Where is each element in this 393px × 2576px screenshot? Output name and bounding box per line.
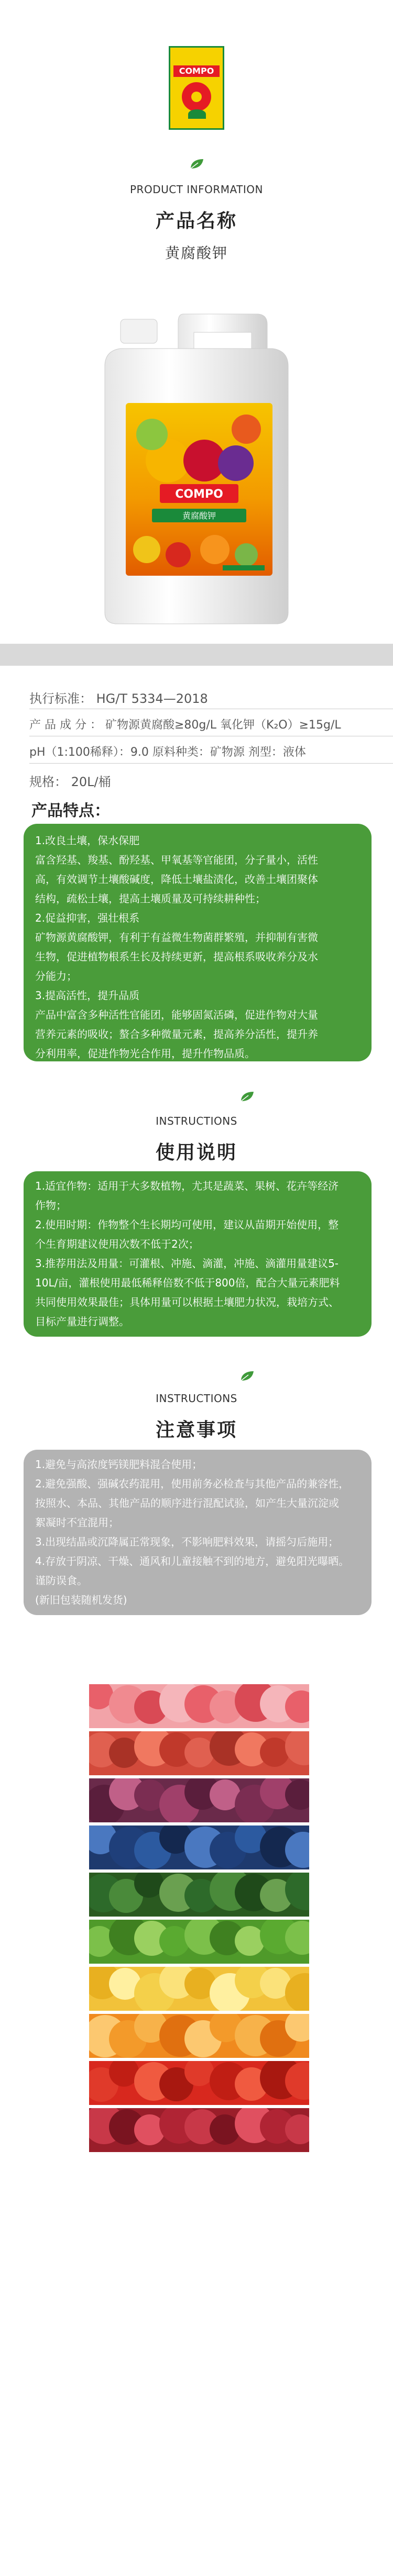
features-box xyxy=(24,824,372,1061)
composition-row: 产 品 成 分 ： 矿物源黄腐酸≥80g/L 氧化钾（K₂O）≥15g/L xyxy=(29,719,341,732)
caution-line: 4.存放于阴凉、干燥、通风和儿童接触不到的地方，避免阳光曝晒。 xyxy=(35,1555,350,1567)
feature-line: 生物，促进植物根系生长及持续更新，提高根系吸收养分及水 xyxy=(35,950,318,963)
instruction-line: 个生育期建议使用次数不低于2次； xyxy=(35,1238,199,1250)
caution-line: 按照水、本品、其他产品的顺序进行混配试验，如产生大量沉淀或 xyxy=(35,1497,339,1509)
info-band xyxy=(0,644,393,666)
product-info-title-en: PRODUCT INFORMATION xyxy=(130,183,263,196)
fruit-strip xyxy=(89,1967,309,2011)
feature-line: 分能力； xyxy=(35,970,77,982)
spec-row: 规格： 20L/桶 xyxy=(29,775,111,789)
fruit-strip xyxy=(89,1778,309,1822)
fruit-shape xyxy=(285,1779,309,1810)
logo-flower-icon xyxy=(182,82,211,111)
feature-line: 3.提高活性，提升品质 xyxy=(35,989,140,1002)
feature-line: 营养元素的吸收；螯合多种微量元素，提高养分活性，提升养 xyxy=(35,1028,318,1040)
fruit-strip xyxy=(89,2014,309,2058)
feature-line: 矿物源黄腐酸钾，有利于有益微生物菌群繁殖，并抑制有害微 xyxy=(35,931,318,944)
instructions-title-cn: 使用说明 xyxy=(155,1142,237,1163)
logo-brand-text: COMPO xyxy=(173,65,220,77)
standard-row: 执行标准： HG/T 5334—2018 xyxy=(29,691,208,706)
instruction-line: 10L/亩，灌根使用最低稀释倍数不低于800倍，配合大量元素肥料 xyxy=(35,1276,340,1289)
cautions-box xyxy=(24,1450,372,1615)
fruit-shape xyxy=(260,1738,289,1767)
leaf-icon xyxy=(239,1091,255,1102)
feature-line: 结构，疏松土壤，提高土壤质量及可持续耕种性； xyxy=(35,892,266,905)
feature-line: 1.改良土壤，保水保肥 xyxy=(35,834,140,847)
fruit-strip xyxy=(89,1684,309,1728)
instruction-line: 目标产量进行调整。 xyxy=(35,1315,129,1328)
logo-leaf-icon xyxy=(188,109,206,119)
instruction-line: 作物； xyxy=(35,1199,67,1212)
features-heading: 产品特点： xyxy=(31,802,110,820)
instructions-title-en: INSTRUCTIONS xyxy=(156,1115,237,1127)
caution-line: 1.避免与高浓度钙镁肥料混合使用； xyxy=(35,1458,203,1471)
instruction-line: 3.推荐用法及用量：可灌根、冲施、滴灌，冲施、滴灌用量建议5- xyxy=(35,1257,339,1270)
fruit-shape xyxy=(285,1731,309,1765)
fruit-strip xyxy=(89,1920,309,1964)
jug-label-brand: COMPO xyxy=(175,488,223,501)
product-jug-image xyxy=(94,304,299,628)
cautions-title-en: INSTRUCTIONS xyxy=(156,1392,237,1405)
leaf-icon xyxy=(189,158,204,170)
fruit-shape xyxy=(285,2114,309,2144)
caution-line: 3.出现结晶或沉降属正常现象，不影响肥料效果，请摇匀后施用； xyxy=(35,1536,339,1548)
cautions-title-cn: 注意事项 xyxy=(155,1419,237,1441)
caution-line: (新旧包装随机发货) xyxy=(35,1594,127,1606)
feature-line: 2.促益抑害，强壮根系 xyxy=(35,912,140,924)
caution-line: 2.避免强酸、强碱农药混用，使用前务必检查与其他产品的兼容性， xyxy=(35,1477,350,1490)
fruit-strip xyxy=(89,2108,309,2152)
compo-logo xyxy=(169,46,224,130)
instruction-line: 2.使用时期：作物整个生长期均可使用，建议从苗期开始使用，整 xyxy=(35,1218,339,1231)
feature-line: 富含羟基、羧基、酚羟基、甲氧基等官能团，分子量小，活性 xyxy=(35,854,318,866)
caution-line: 絮凝时不宜混用； xyxy=(35,1516,119,1529)
ph-row: pH（1:100稀释）：9.0 原料种类：矿物源 剂型：液体 xyxy=(29,746,306,759)
feature-line: 产品中富含多种活性官能团，能够固氮活磷，促进作物对大量 xyxy=(35,1009,318,1021)
product-info-title-cn: 产品名称 xyxy=(155,210,237,232)
feature-line: 分利用率，促进作物光合作用，提升作物品质。 xyxy=(35,1047,255,1060)
instruction-line: 共同使用效果最佳；具体用量可以根据土壤肥力状况，栽培方式、 xyxy=(35,1296,339,1308)
product-name: 黄腐酸钾 xyxy=(165,244,228,262)
jug-label-text: 黄腐酸钾 xyxy=(182,511,216,521)
instruction-line: 1.适宜作物：适用于大多数植物，尤其是蔬菜、果树、花卉等经济 xyxy=(35,1180,339,1192)
fruit-strip xyxy=(89,2061,309,2105)
fruit-strip xyxy=(89,1873,309,1917)
feature-line: 高，有效调节土壤酸碱度，降低土壤盐渍化，改善土壤团聚体 xyxy=(35,873,318,886)
caution-line: 谨防误食。 xyxy=(35,1574,88,1587)
leaf-icon xyxy=(239,1370,255,1382)
divider xyxy=(29,763,393,764)
instructions-box xyxy=(24,1171,372,1337)
fruit-strip xyxy=(89,1731,309,1775)
fruit-strip xyxy=(89,1825,309,1869)
